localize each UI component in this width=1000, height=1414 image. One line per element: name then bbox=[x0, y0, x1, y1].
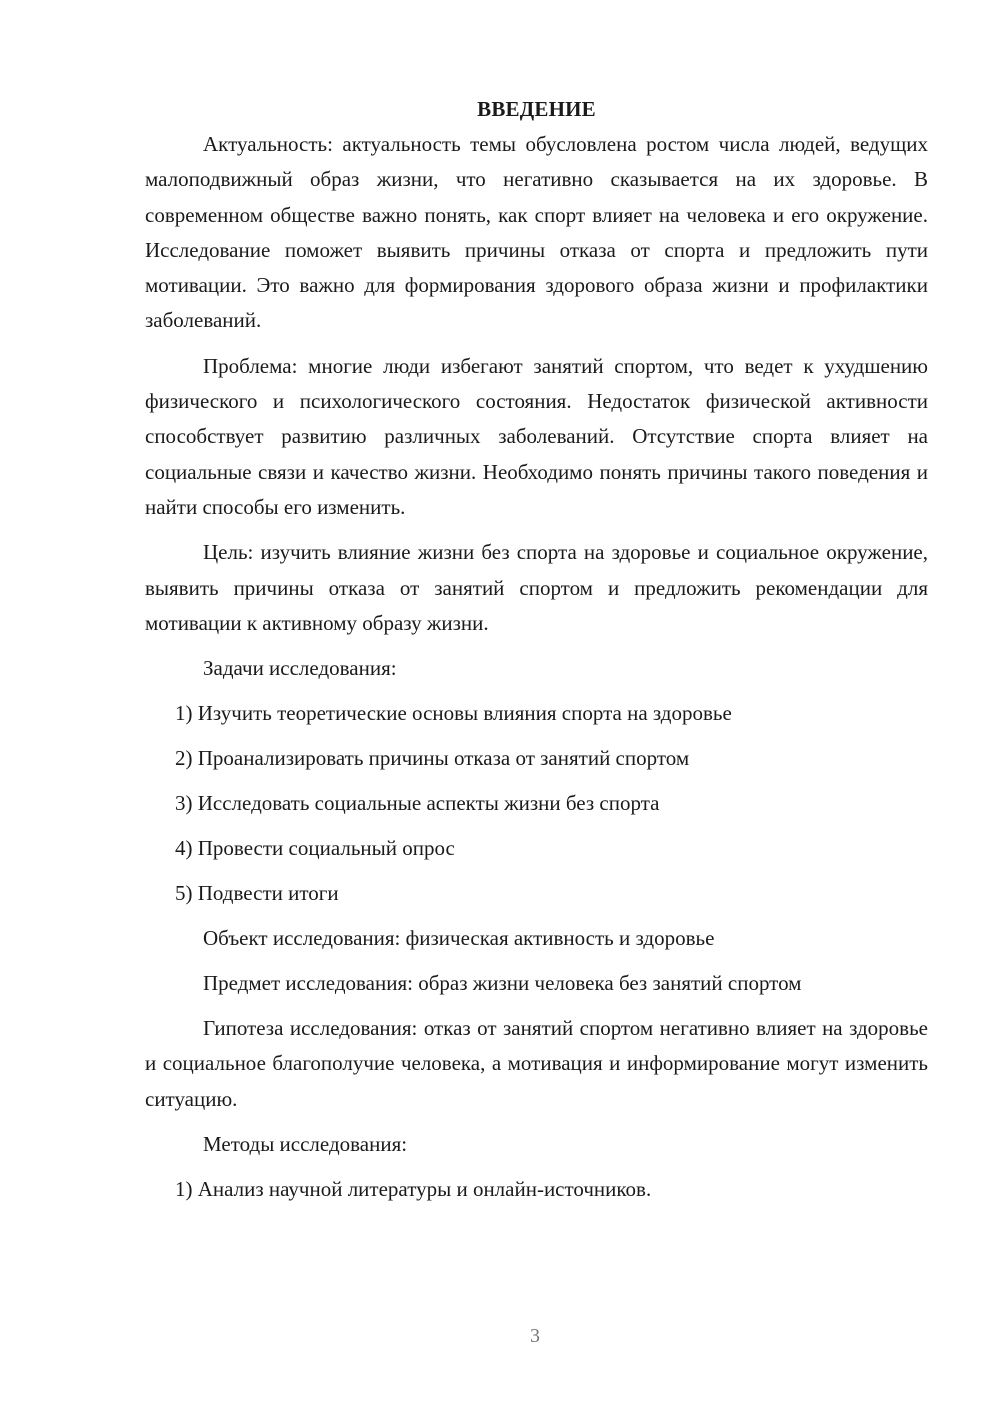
section-heading: ВВЕДЕНИЕ bbox=[477, 97, 596, 121]
task-item-4: 4) Провести социальный опрос bbox=[175, 836, 455, 861]
research-object: Объект исследования: физическая активность и здоровье bbox=[203, 926, 715, 951]
page-number: 3 bbox=[530, 1325, 540, 1347]
goal-paragraph: Цель: изучить влияние жизни без спорта на здоровье и социальное окружение, выявить причины отказа от занятий спортом и предложить рекомендации для мотивации к активному образу жизни. bbox=[145, 540, 928, 635]
hypothesis-paragraph: Гипотеза исследования: отказ от занятий спортом негативно влияет на здоровье и социальное благополучие человека, а мотивация и информирование могут изменить ситуацию. bbox=[145, 1016, 928, 1111]
research-subject: Предмет исследования: образ жизни человека без занятий спортом bbox=[203, 971, 802, 996]
relevance-paragraph: Актуальность: актуальность темы обусловлена ростом числа людей, ведущих малоподвижный образ жизни, что негативно сказывается на их здоровье. В современном обществе важно понять, как спорт влияет на человека и его окружение. Исследование поможет выявить причины отказа от спорта и предложить пути мотивации. Это важно для формирования здорового образа жизни и профилактики заболеваний. bbox=[145, 132, 928, 333]
task-item-3: 3) Исследовать социальные аспекты жизни без спорта bbox=[175, 791, 660, 816]
methods-title: Методы исследования: bbox=[203, 1132, 408, 1157]
problem-paragraph: Проблема: многие люди избегают занятий спортом, что ведет к ухудшению физического и психологического состояния. Недостаток физической активности способствует развитию различных заболеваний. Отсутствие спорта влияет на социальные связи и качество жизни. Необходимо понять причины такого поведения и найти способы его изменить. bbox=[145, 353, 928, 519]
document-page bbox=[145, 92, 928, 1217]
task-item-5: 5) Подвести итоги bbox=[175, 881, 339, 906]
task-item-1: 1) Изучить теоретические основы влияния спорта на здоровье bbox=[175, 701, 732, 726]
method-item-1: 1) Анализ научной литературы и онлайн-источников. bbox=[175, 1177, 652, 1202]
task-item-2: 2) Проанализировать причины отказа от занятий спортом bbox=[175, 746, 690, 771]
tasks-title: Задачи исследования: bbox=[203, 656, 397, 681]
